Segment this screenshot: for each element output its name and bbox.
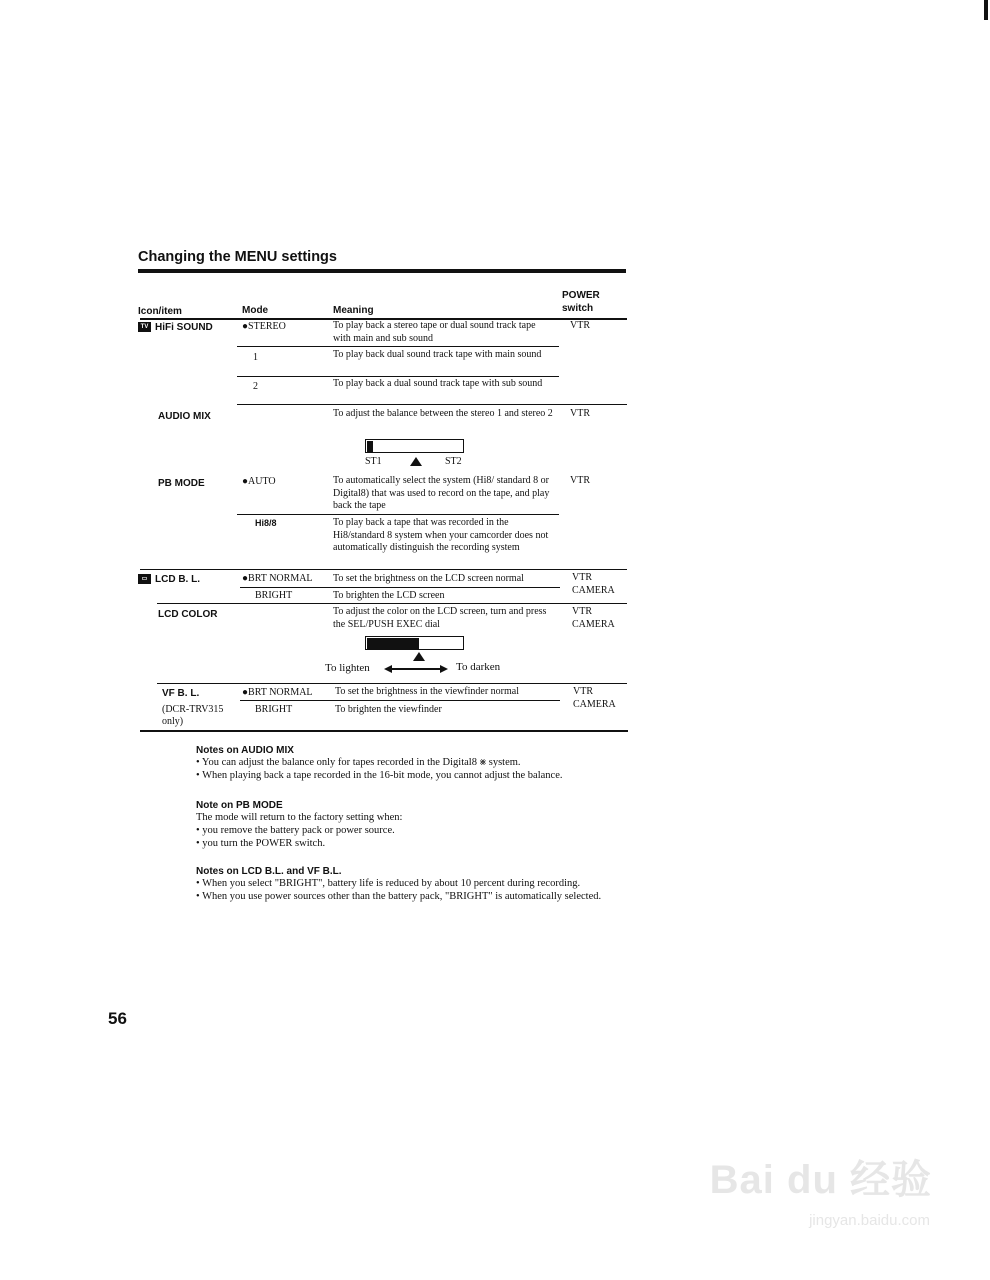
pb-mode-power: VTR bbox=[570, 475, 590, 486]
notes-bl-bullet-1: • When you select "BRIGHT", battery life is reduced by about 10 percent during recording. bbox=[196, 878, 581, 889]
watermark-logo: Bai du 经验 bbox=[709, 1158, 932, 1202]
lcd-color-lighten: To lighten bbox=[325, 662, 370, 674]
lcd-bl-item bbox=[138, 574, 200, 585]
vf-bl-meaning-bright: To brighten the viewfinder bbox=[335, 704, 442, 715]
hifi-meaning-1: To play back dual sound track tape with main sound bbox=[333, 349, 542, 360]
notes-audio-mix-bullet-1: • You can adjust the balance only for tapes recorded in the Digital8 ⨳ system. bbox=[196, 757, 521, 768]
header-power-1: POWER bbox=[562, 290, 600, 301]
notes-audio-mix-bullet-2: • When playing back a tape recorded in the 16-bit mode, you cannot adjust the balance. bbox=[196, 770, 563, 781]
notes-pb-mode bbox=[196, 800, 636, 850]
hifi-power: VTR bbox=[570, 320, 590, 331]
lcd-bl-meaning-normal: To set the brightness on the LCD screen normal bbox=[333, 573, 524, 584]
lcd-color-label: LCD COLOR bbox=[158, 609, 218, 620]
notes-pb-mode-heading: Note on PB MODE bbox=[196, 800, 283, 811]
hifi-meaning-2: To play back a dual sound track tape with sub sound bbox=[333, 378, 543, 389]
lcd-color-darken: To darken bbox=[456, 661, 501, 673]
lcd-color-power-vtr: VTR bbox=[572, 606, 592, 617]
hifi-sound-item bbox=[138, 322, 213, 333]
row-rule bbox=[240, 700, 560, 701]
notes-bl-bullet-2: • When you use power sources other than the battery pack, "BRIGHT" is automatically selected. bbox=[196, 891, 602, 902]
page-number: 56 bbox=[108, 1009, 127, 1028]
section-rule bbox=[140, 569, 627, 570]
double-arrow-icon bbox=[386, 668, 444, 670]
row-rule bbox=[240, 587, 560, 588]
lcd-bl-mode-normal: ●BRT NORMAL bbox=[242, 573, 313, 584]
triangle-up-icon bbox=[413, 652, 425, 661]
lcd-bl-power-camera: CAMERA bbox=[572, 585, 615, 596]
edge-mark bbox=[984, 0, 988, 20]
triangle-up-icon bbox=[410, 457, 422, 466]
row-rule bbox=[237, 376, 559, 377]
arrow-left-icon bbox=[384, 665, 392, 673]
pb-mode-meaning-hi8: To play back a tape that was recorded in the Hi8/standard 8 system when your camcorder does not automatically distinguish the recording system bbox=[333, 517, 549, 553]
hifi-sound-label: HiFi SOUND bbox=[155, 322, 213, 333]
vf-bl-label: VF B. L. bbox=[162, 688, 200, 699]
notes-audio-mix bbox=[196, 745, 636, 782]
header-meaning: Meaning bbox=[333, 305, 374, 316]
header-icon-item: Icon/item bbox=[138, 306, 182, 317]
audio-mix-meaning: To adjust the balance between the stereo 1 and stereo 2 bbox=[333, 408, 553, 419]
page-title: Changing the MENU settings bbox=[138, 249, 337, 265]
hifi-meaning-stereo: To play back a stereo tape or dual sound track tape with main and sub sound bbox=[333, 320, 536, 344]
lcd-color-bar-fill bbox=[367, 638, 419, 650]
watermark-url: jingyan.baidu.com bbox=[809, 1212, 930, 1229]
pb-mode-meaning-auto: To automatically select the system (Hi8/ standard 8 or Digital8) that was used to record on the tape, and play back the tape bbox=[333, 475, 550, 511]
lcd-bl-mode-bright: BRIGHT bbox=[255, 590, 293, 601]
audio-mix-balance-bar bbox=[365, 439, 464, 453]
audio-mix-label: AUDIO MIX bbox=[158, 411, 211, 422]
notes-pb-mode-intro: The mode will return to the factory setting when: bbox=[196, 812, 403, 823]
lcd-color-power-camera: CAMERA bbox=[572, 619, 615, 630]
section-rule bbox=[157, 683, 627, 684]
vf-bl-power-camera: CAMERA bbox=[573, 699, 616, 710]
lcd-bl-label: LCD B. L. bbox=[155, 574, 200, 585]
notes-pb-mode-bullet-2: • you turn the POWER switch. bbox=[196, 838, 326, 849]
pb-mode-auto: ●AUTO bbox=[242, 476, 276, 487]
notes-bl-heading: Notes on LCD B.L. and VF B.L. bbox=[196, 866, 342, 877]
notes-audio-mix-heading: Notes on AUDIO MIX bbox=[196, 745, 294, 756]
row-rule bbox=[237, 404, 627, 405]
vf-bl-sublabel-1: (DCR-TRV315 bbox=[162, 704, 224, 715]
tv-icon: TV bbox=[138, 322, 151, 332]
header-mode: Mode bbox=[242, 305, 269, 316]
lcd-bl-meaning-bright: To brighten the LCD screen bbox=[333, 590, 445, 601]
vf-bl-mode-bright: BRIGHT bbox=[255, 704, 293, 715]
lcd-bl-power-vtr: VTR bbox=[572, 572, 592, 583]
title-rule bbox=[138, 269, 626, 273]
vf-bl-meaning-normal: To set the brightness in the viewfinder normal bbox=[335, 686, 519, 697]
vf-bl-sublabel-2: only) bbox=[162, 716, 184, 727]
pb-mode-hi8: Hi8/8 bbox=[255, 518, 277, 528]
row-rule bbox=[237, 514, 559, 515]
notes-pb-mode-bullet-1: • you remove the battery pack or power source. bbox=[196, 825, 395, 836]
table-bottom-rule bbox=[140, 730, 628, 732]
audio-mix-balance-fill bbox=[367, 441, 373, 453]
section-rule bbox=[157, 603, 627, 604]
pb-mode-label: PB MODE bbox=[158, 478, 205, 489]
vf-bl-mode-normal: ●BRT NORMAL bbox=[242, 687, 313, 698]
lcd-color-meaning: To adjust the color on the LCD screen, turn and press the SEL/PUSH EXEC dial bbox=[333, 606, 547, 630]
hifi-mode-stereo: ●STEREO bbox=[242, 321, 286, 332]
audio-mix-st2: ST2 bbox=[445, 456, 462, 467]
vf-bl-power-vtr: VTR bbox=[573, 686, 593, 697]
header-power-2: switch bbox=[562, 303, 594, 314]
hifi-mode-2: 2 bbox=[253, 381, 258, 392]
audio-mix-power: VTR bbox=[570, 408, 590, 419]
lcd-icon: ▭ bbox=[138, 574, 151, 584]
hifi-mode-1: 1 bbox=[253, 352, 258, 363]
notes-bl bbox=[196, 866, 636, 903]
arrow-right-icon bbox=[440, 665, 448, 673]
row-rule bbox=[237, 346, 559, 347]
audio-mix-st1: ST1 bbox=[365, 456, 382, 467]
